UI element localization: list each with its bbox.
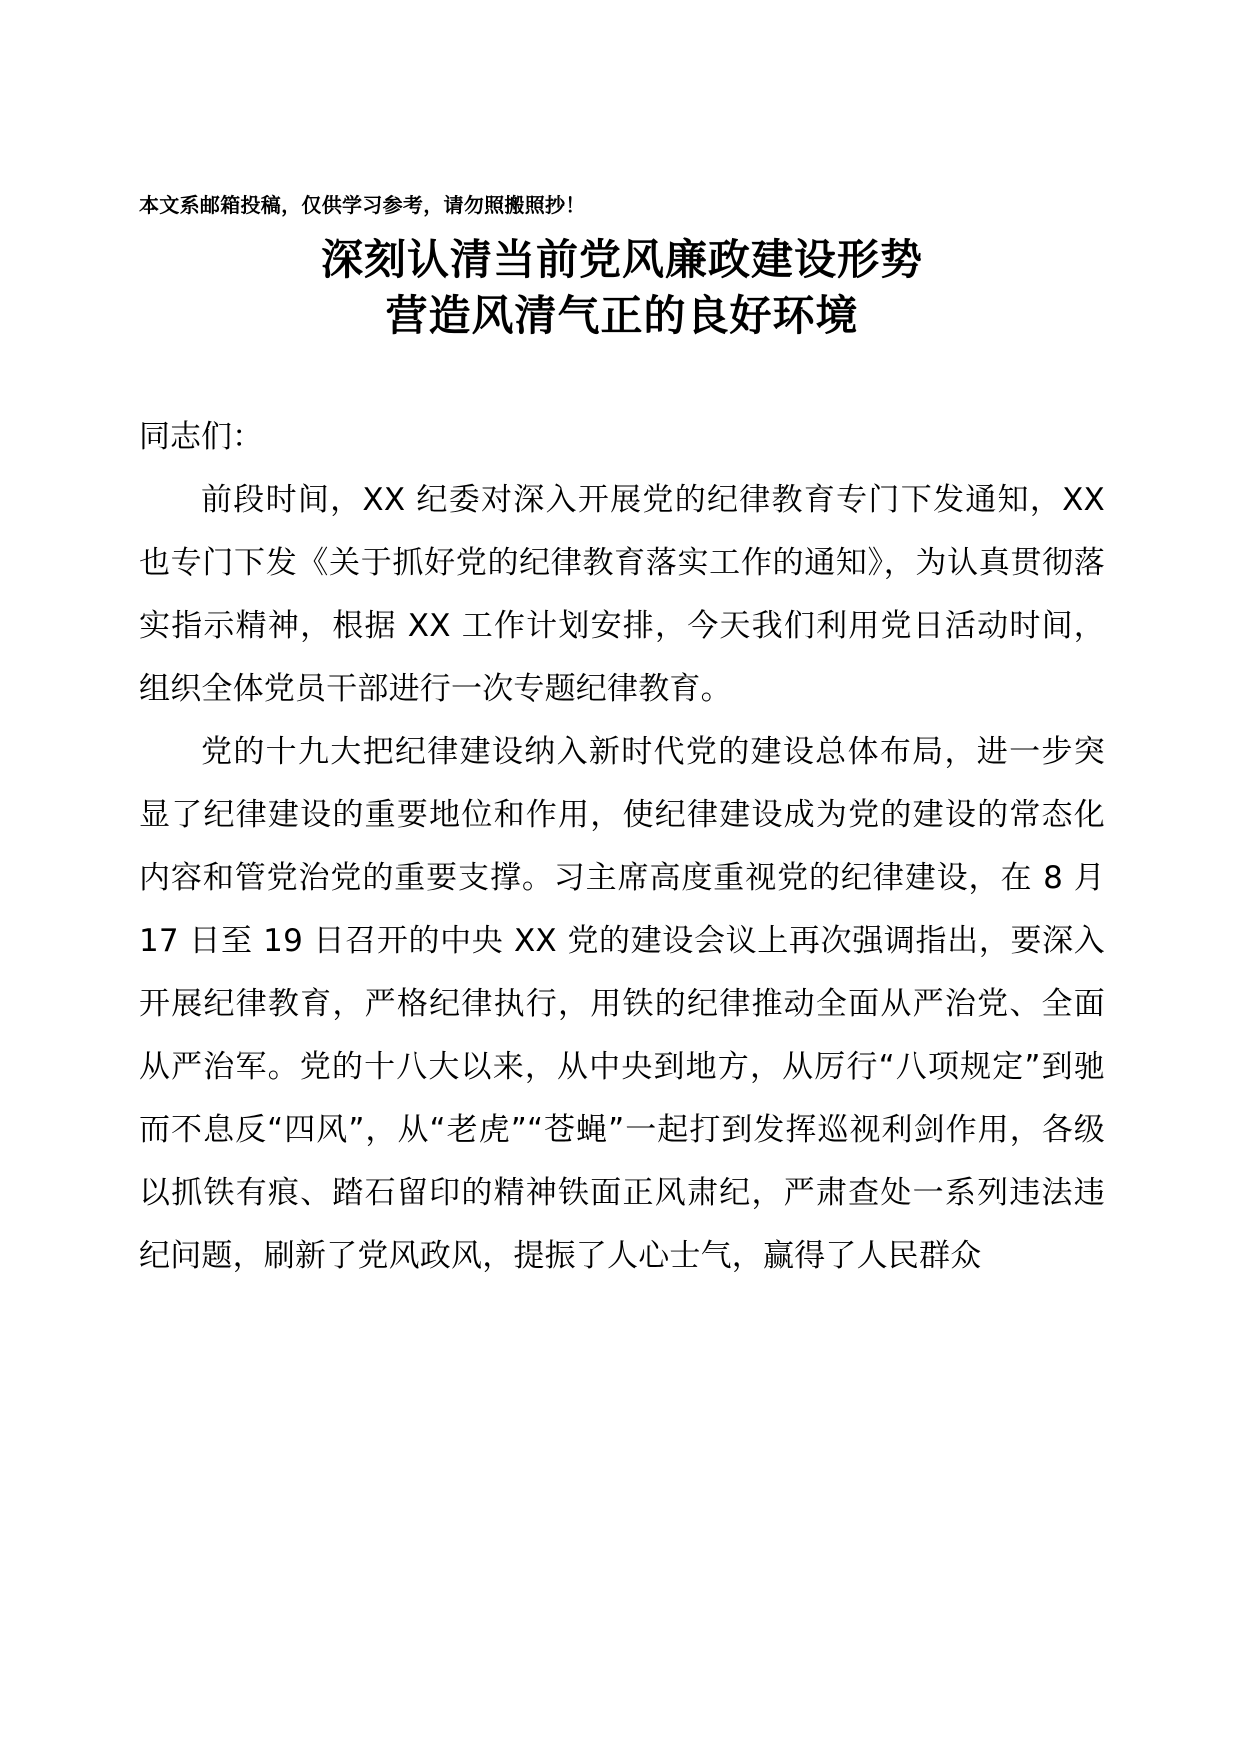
body-paragraph-1: 前段时间，XX 纪委对深入开展党的纪律教育专门下发通知，XX 也专门下发《关于抓好党的纪律教育落实工作的通知》，为认真贯彻落实指示精神，根据 XX 工作计划安排，今天我们利用党日活动时间，组织全体党员干部进行一次专题纪律教育。 (139, 482, 1105, 707)
page-title-line-2: 营造风清气正的良好环境 (385, 291, 859, 340)
salutation: 同志们： (139, 419, 263, 455)
body-paragraph-2: 党的十九大把纪律建设纳入新时代党的建设总体布局，进一步突显了纪律建设的重要地位和作用，使纪律建设成为党的建设的常态化内容和管党治党的重要支撑。习主席高度重视党的纪律建设，在 8 月 17 日至 19 日召开的中央 XX 党的建设会议上再次强调指出，要深入开展纪律教育，严格纪律执行，用铁的纪律推动全面从严治党、全面从严治军。党的十八大以来，从中央到地方，从厉行“八项规定”到驰而不息反“四风”，从“老虎”“苍蝇”一起打到发挥巡视利剑作用，各级以抓铁有痕、踏石留印的精神铁面正风肃纪，严肃查处一系列违法违纪问题，刷新了党风政风，提振了人心士气，赢得了人民群众 (139, 734, 1105, 1274)
submission-note: 本文系邮箱投稿，仅供学习参考，请勿照搬照抄！ (139, 193, 586, 217)
page-title (139, 232, 1105, 344)
page-title-line-1: 深刻认清当前党风廉政建设形势 (320, 235, 923, 284)
document-body (139, 406, 1105, 1288)
